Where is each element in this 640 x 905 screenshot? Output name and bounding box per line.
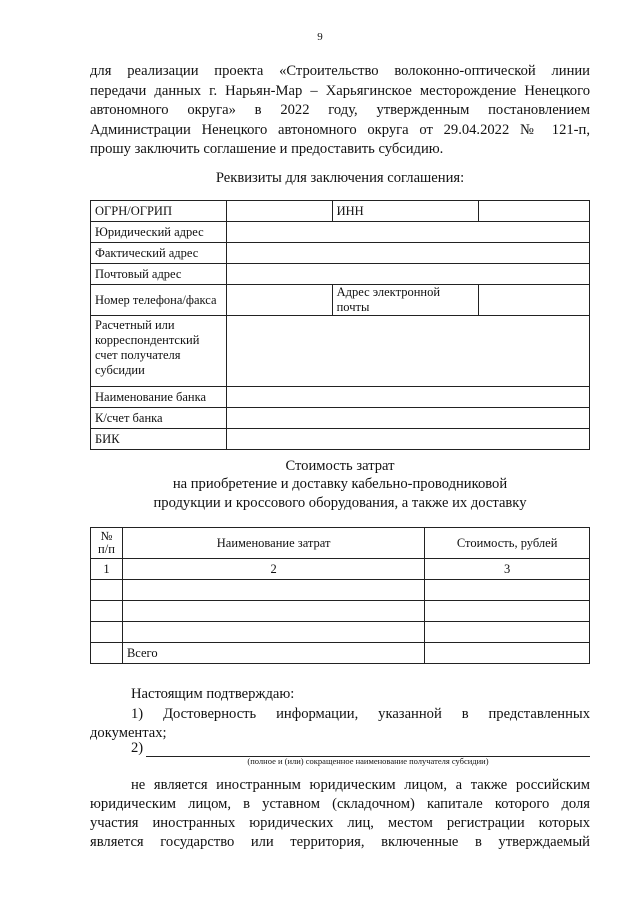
postal-address-value[interactable] [226,264,589,285]
email-value[interactable] [479,285,590,316]
table-row [91,601,590,622]
ogrn-label: ОГРН/ОГРИП [91,201,227,222]
row-name-cell[interactable] [122,622,424,643]
confirm-item2-prefix: 2) [131,740,144,756]
row-num-cell[interactable] [91,580,123,601]
bik-label: БИК [91,429,227,450]
inn-label: ИНН [332,201,479,222]
index-cell-1: 1 [91,559,123,580]
total-num-cell [91,643,123,664]
table-row [91,222,590,243]
total-value-cell[interactable] [425,643,590,664]
confirm-heading: Настоящим подтверждаю: [131,686,295,702]
account-value[interactable] [226,316,589,387]
row-num-cell[interactable] [91,622,123,643]
row-num-cell[interactable] [91,601,123,622]
table-row [91,429,590,450]
inn-value[interactable] [479,201,590,222]
closing-line-2: юридическим лицом, в уставном (складочном) капитале которого доля [90,796,590,812]
bik-value[interactable] [226,429,589,450]
requisites-title: Реквизиты для заключения соглашения: [215,170,465,186]
bank-name-value[interactable] [226,387,589,408]
table-row [91,528,590,559]
phone-fax-value[interactable] [226,285,332,316]
table-row [91,387,590,408]
table-row [91,408,590,429]
intro-line-1: для реализации проекта «Строительство волоконно-оптической линии [90,63,590,79]
row-value-cell[interactable] [425,622,590,643]
closing-line-3: участия иностранных юридических лиц, местом регистрации которых [90,815,590,831]
table-row [91,559,590,580]
table-row [91,285,590,316]
table-row [91,316,590,387]
recipient-name-caption: (полное и (или) сокращенное наименование получателя субсидии) [247,756,489,766]
table-row [91,243,590,264]
intro-line-2: передачи данных г. Нарьян-Мар – Харьягинское месторождение Ненецкого [90,83,590,99]
col-header-num: № п/п [91,528,123,559]
page-number: 9 [317,31,323,43]
legal-address-label: Юридический адрес [91,222,227,243]
postal-address-label: Почтовый адрес [91,264,227,285]
actual-address-label: Фактический адрес [91,243,227,264]
intro-line-5: прошу заключить соглашение и предоставить субсидию. [90,141,444,157]
bank-name-label: Наименование банка [91,387,227,408]
intro-line-3: автономного округа» в 2022 году, утвержденным постановлением [90,102,590,118]
intro-line-4: Администрации Ненецкого автономного округа от 29.04.2022 № 121-п, [90,122,590,138]
legal-address-value[interactable] [226,222,589,243]
col-header-value: Стоимость, рублей [425,528,590,559]
confirm-item1-line1: 1) Достоверность информации, указанной в представленных [131,706,590,722]
requisites-table [90,200,590,450]
cost-table [90,527,590,664]
actual-address-value[interactable] [226,243,589,264]
account-label: Расчетный или корреспондентский счет получателя субсидии [91,316,227,387]
table-row [91,622,590,643]
table-row [91,264,590,285]
confirm-item1-line2: документах; [90,725,167,741]
table-row [91,201,590,222]
corr-account-value[interactable] [226,408,589,429]
table-row [91,643,590,664]
cost-title-3: продукции и кроссового оборудования, а также их доставку [153,495,527,511]
corr-account-label: К/счет банка [91,408,227,429]
row-name-cell[interactable] [122,580,424,601]
table-row [91,580,590,601]
index-cell-2: 2 [122,559,424,580]
row-name-cell[interactable] [122,601,424,622]
total-label: Всего [122,643,424,664]
index-cell-3: 3 [425,559,590,580]
row-value-cell[interactable] [425,601,590,622]
closing-line-4: является государство или территория, включенные в утверждаемый [90,834,590,850]
closing-line-1: не является иностранным юридическим лицом, а также российским [131,777,590,793]
phone-fax-label: Номер телефона/факса [91,285,227,316]
cost-title-2: на приобретение и доставку кабельно-проводниковой [172,476,508,492]
col-header-name: Наименование затрат [122,528,424,559]
row-value-cell[interactable] [425,580,590,601]
email-label: Адрес электронной почты [332,285,479,316]
cost-title-1: Стоимость затрат [285,458,395,474]
ogrn-value[interactable] [226,201,332,222]
